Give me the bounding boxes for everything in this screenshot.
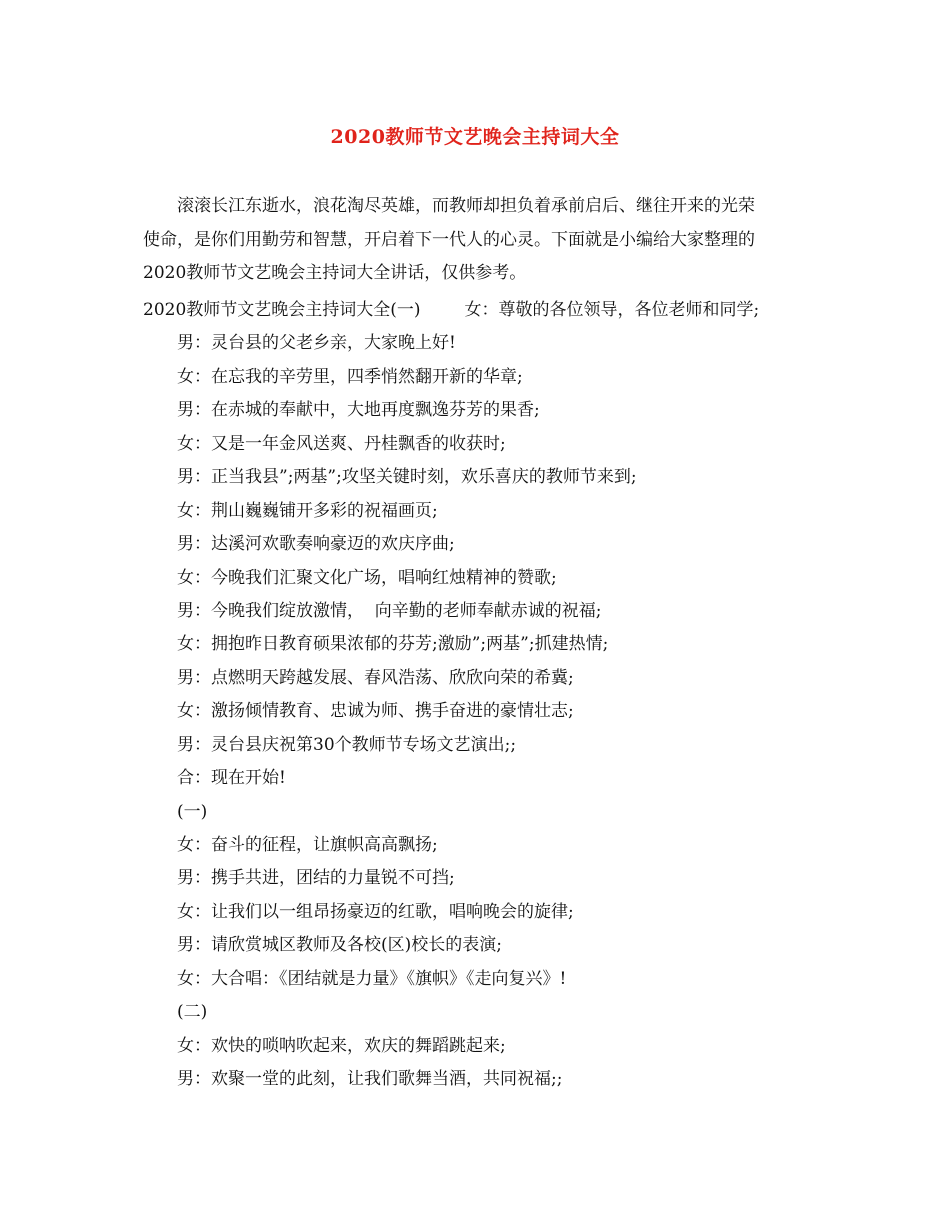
script-line: 女：欢快的唢呐吹起来，欢庆的舞蹈跳起来; bbox=[177, 1035, 506, 1056]
script-line: 女：大合唱：《团结就是力量》《旗帜》《走向复兴》! bbox=[177, 968, 567, 989]
intro-line: 滚滚长江东逝水，浪花淘尽英雄，而教师却担负着承前启后、继往开来的光荣 bbox=[177, 196, 755, 216]
subsection-marker: (二) bbox=[177, 1002, 208, 1023]
script-line: 男：正当我县”;两基”;攻坚关键时刻，欢乐喜庆的教师节来到; bbox=[177, 467, 637, 488]
script-line: 男：今晚我们绽放激情， 向辛勤的老师奉献赤诚的祝福; bbox=[177, 600, 602, 621]
script-line: 合：现在开始! bbox=[177, 768, 286, 789]
script-line: 女：拥抱昨日教育硕果浓郁的芬芳;激励”;两基”;抓建热情; bbox=[177, 634, 609, 655]
script-line: 男：欢聚一堂的此刻，让我们歌舞当酒，共同祝福;; bbox=[177, 1069, 563, 1090]
script-line: 女：又是一年金风送爽、丹桂飘香的收获时; bbox=[177, 433, 506, 454]
script-line: 女：尊敬的各位领导，各位老师和同学; bbox=[464, 300, 760, 320]
script-line: 男：点燃明天跨越发展、春风浩荡、欣欣向荣的希冀; bbox=[177, 667, 574, 688]
intro-line: 2020教师节文艺晚会主持词大全讲话，仅供参考。 bbox=[143, 263, 527, 283]
script-line: 女：今晚我们汇聚文化广场，唱响红烛精神的赞歌; bbox=[177, 567, 557, 588]
script-line: 男：在赤城的奉献中，大地再度飘逸芬芳的果香; bbox=[177, 400, 540, 421]
script-line: 女：在忘我的辛劳里，四季悄然翻开新的华章; bbox=[177, 366, 523, 387]
script-line: 男：请欣赏城区教师及各校(区)校长的表演; bbox=[177, 935, 502, 956]
script-line: 男：灵台县庆祝第30个教师节专场文艺演出;; bbox=[177, 734, 517, 755]
script-line: 女：激扬倾情教育、忠诚为师、携手奋进的豪情壮志; bbox=[177, 701, 574, 722]
script-line: 男：达溪河欢歌奏响豪迈的欢庆序曲; bbox=[177, 534, 455, 555]
script-body bbox=[143, 294, 823, 1097]
script-line: 男：灵台县的父老乡亲，大家晚上好! bbox=[177, 333, 456, 354]
script-line: 男：携手共进，团结的力量锐不可挡; bbox=[177, 868, 455, 889]
script-line: 女：奋斗的征程，让旗帜高高飘扬; bbox=[177, 835, 438, 855]
intro-paragraph bbox=[143, 190, 823, 291]
script-line: 女：荆山巍巍铺开多彩的祝福画页; bbox=[177, 500, 438, 521]
section-heading: 2020教师节文艺晚会主持词大全(一) bbox=[143, 300, 421, 320]
subsection-marker: (一) bbox=[177, 801, 208, 822]
section-heading-line bbox=[143, 294, 823, 327]
script-line: 女：让我们以一组昂扬豪迈的红歌，唱响晚会的旋律; bbox=[177, 901, 574, 922]
document-title: 2020教师节文艺晚会主持词大全 bbox=[330, 126, 620, 148]
intro-line: 使命，是你们用勤劳和智慧，开启着下一代人的心灵。下面就是小编给大家整理的 bbox=[143, 229, 755, 250]
